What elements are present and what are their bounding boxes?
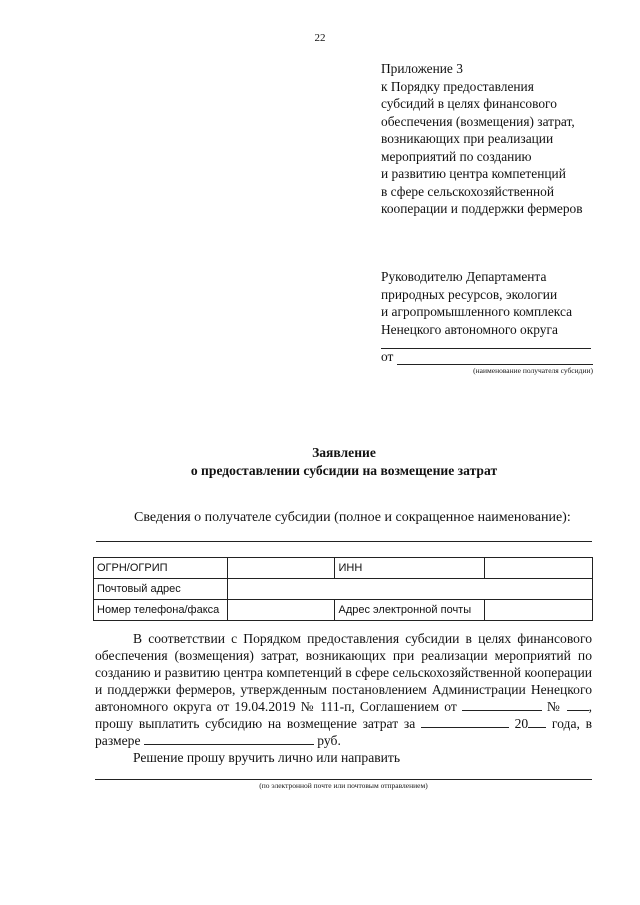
appendix-line: кооперации и поддержки фермеров: [381, 201, 583, 216]
document-title: [96, 444, 592, 480]
period-field[interactable]: [421, 715, 509, 728]
phone-field[interactable]: [227, 600, 335, 621]
recipient-info-label: Сведения о получателе субсидии (полное и сокращенное наименование):: [134, 510, 571, 525]
appendix-line: Приложение 3: [381, 61, 463, 76]
ogrn-label: ОГРН/ОГРИП: [94, 558, 228, 579]
addressee-block: [381, 268, 621, 338]
addressee-line: Ненецкого автономного округа: [381, 321, 558, 337]
body-text-part: В соответствии с Порядком предоставления субсидии в целях финансового обеспечения (возмещения) затрат, возникающих при реализации мероприятий по созданию и развитию центра компетенций в сфере сельскохозяйственной кооперации и поддержки фермеров, утвержденным постановлением Администрации Ненецкого автономного округа от 19.04.2019 № 111-п, Соглашением от: [95, 631, 592, 714]
email-label: Адрес электронной почты: [335, 600, 485, 621]
registry-table: [93, 557, 593, 621]
appendix-line: в сфере сельскохозяйственной: [381, 183, 555, 199]
sender-blank-line[interactable]: [397, 364, 593, 365]
body-paragraph: [95, 630, 592, 749]
table-row: [94, 600, 593, 621]
amount-field[interactable]: [144, 732, 314, 745]
appendix-line: к Порядку предоставления: [381, 78, 534, 94]
postal-address-field[interactable]: [227, 579, 592, 600]
body-paragraph: Решение прошу вручить лично или направить: [133, 750, 401, 765]
from-label: от: [381, 349, 394, 364]
delivery-method-field[interactable]: [95, 779, 592, 780]
appendix-line: субсидий в целях финансового: [381, 96, 557, 111]
page-number: 22: [314, 32, 326, 44]
appendix-block: [381, 60, 621, 218]
delivery-method-caption: (по электронной почте или почтовым отправлением): [259, 781, 428, 790]
sender-caption: (наименование получателя субсидии): [473, 366, 593, 375]
table-row: [94, 579, 593, 600]
appendix-line: и развитию центра компетенций: [381, 166, 566, 181]
appendix-line: обеспечения (возмещения) затрат,: [381, 113, 575, 129]
postal-address-label: Почтовый адрес: [94, 579, 228, 600]
currency-label: руб.: [317, 733, 341, 748]
inn-label: ИНН: [335, 558, 485, 579]
addressee-line: Руководителю Департамента: [381, 269, 547, 284]
body-text-part: , прошу выплатить субсидию на возмещение затрат за: [95, 699, 592, 731]
inn-field[interactable]: [485, 558, 593, 579]
agreement-date-field[interactable]: [462, 698, 542, 711]
sender-field[interactable]: [381, 349, 593, 367]
agreement-number-field[interactable]: [567, 698, 589, 711]
year-field[interactable]: [528, 715, 546, 728]
number-label: №: [546, 699, 562, 714]
title-line: Заявление: [312, 445, 376, 460]
body-text-part: года, в размере: [95, 716, 592, 748]
title-line: о предоставлении субсидии на возмещение затрат: [190, 463, 498, 478]
ogrn-field[interactable]: [227, 558, 335, 579]
email-field[interactable]: [485, 600, 593, 621]
phone-label: Номер телефона/факса: [94, 600, 228, 621]
application-body: [95, 630, 592, 766]
table-row: [94, 558, 593, 579]
year-prefix: 20: [514, 716, 529, 731]
recipient-name-field[interactable]: [96, 541, 592, 542]
appendix-line: мероприятий по созданию: [381, 148, 532, 164]
addressee-line: и агропромышленного комплекса: [381, 304, 573, 319]
addressee-line: природных ресурсов, экологии: [381, 286, 558, 302]
appendix-line: возникающих при реализации: [381, 131, 554, 146]
